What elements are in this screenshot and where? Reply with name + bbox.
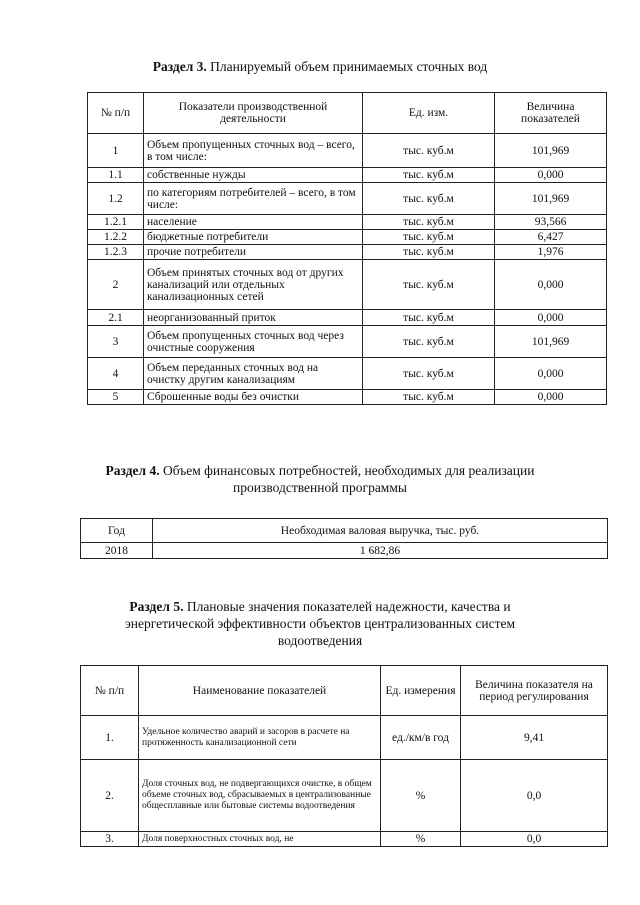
header-revenue: Необходимая валовая выручка, тыс. руб. bbox=[153, 519, 608, 543]
header-year: Год bbox=[81, 519, 153, 543]
row-unit: % bbox=[381, 760, 461, 832]
section5-header-row bbox=[81, 666, 608, 716]
row-unit: тыс. куб.м bbox=[363, 326, 495, 358]
table-row bbox=[81, 760, 608, 832]
section4-label: Раздел 4. bbox=[105, 463, 160, 478]
row-value: 0,000 bbox=[495, 168, 607, 183]
row-name: Сброшенные воды без очистки bbox=[144, 390, 363, 405]
section3-header-row bbox=[88, 93, 607, 134]
row-name: Объем пропущенных сточных вод через очистные сооружения bbox=[144, 326, 363, 358]
row-value: 6,427 bbox=[495, 230, 607, 245]
table-row bbox=[88, 230, 607, 245]
row-num: 2 bbox=[88, 260, 144, 310]
table-row bbox=[88, 215, 607, 230]
row-num: 5 bbox=[88, 390, 144, 405]
section3-heading bbox=[0, 58, 640, 75]
section3-title: Планируемый объем принимаемых сточных вод bbox=[210, 59, 488, 74]
row-value: 9,41 bbox=[461, 716, 608, 760]
row-num: 1.1 bbox=[88, 168, 144, 183]
section3-label: Раздел 3. bbox=[152, 59, 207, 74]
section4-title-line1: Объем финансовых потребностей, необходимых для реализации bbox=[162, 463, 535, 478]
row-name: бюджетные потребители bbox=[144, 230, 363, 245]
row-year: 2018 bbox=[81, 543, 153, 559]
row-num: 1. bbox=[81, 716, 139, 760]
table-row bbox=[88, 183, 607, 215]
table-row bbox=[88, 310, 607, 326]
row-name: Объем принятых сточных вод от других канализаций или отдельных канализационных сетей bbox=[144, 260, 363, 310]
section5-heading bbox=[0, 598, 640, 649]
row-value: 0,000 bbox=[495, 358, 607, 390]
table-row bbox=[81, 543, 608, 559]
row-unit: тыс. куб.м bbox=[363, 134, 495, 168]
header-indicator-name: Наименование показателей bbox=[139, 666, 381, 716]
row-num: 1.2 bbox=[88, 183, 144, 215]
section4-title-line2: производственной программы bbox=[233, 480, 407, 495]
row-value: 0,0 bbox=[461, 832, 608, 847]
row-revenue: 1 682,86 bbox=[153, 543, 608, 559]
header-unit: Ед. измерения bbox=[381, 666, 461, 716]
row-name: Объем пропущенных сточных вод – всего, в том числе: bbox=[144, 134, 363, 168]
row-unit: ед./км/в год bbox=[381, 716, 461, 760]
row-name: Объем переданных сточных вод на очистку другим канализациям bbox=[144, 358, 363, 390]
row-unit: тыс. куб.м bbox=[363, 390, 495, 405]
row-num: 2. bbox=[81, 760, 139, 832]
row-unit: тыс. куб.м bbox=[363, 245, 495, 260]
row-name: прочие потребители bbox=[144, 245, 363, 260]
row-value: 93,566 bbox=[495, 215, 607, 230]
table-row bbox=[88, 245, 607, 260]
row-name: собственные нужды bbox=[144, 168, 363, 183]
row-num: 4 bbox=[88, 358, 144, 390]
row-unit: % bbox=[381, 832, 461, 847]
row-name: население bbox=[144, 215, 363, 230]
row-value: 0,000 bbox=[495, 390, 607, 405]
row-num: 3. bbox=[81, 832, 139, 847]
section5-label: Раздел 5. bbox=[129, 599, 184, 614]
section5-title-line1: Плановые значения показателей надежности, качества и bbox=[186, 599, 511, 614]
row-name: неорганизованный приток bbox=[144, 310, 363, 326]
row-unit: тыс. куб.м bbox=[363, 358, 495, 390]
row-unit: тыс. куб.м bbox=[363, 230, 495, 245]
row-value: 0,000 bbox=[495, 260, 607, 310]
header-period-value: Величина показателя на период регулирования bbox=[461, 666, 608, 716]
row-num: 2.1 bbox=[88, 310, 144, 326]
row-num: 1.2.2 bbox=[88, 230, 144, 245]
section3-table bbox=[87, 92, 607, 405]
row-value: 1,976 bbox=[495, 245, 607, 260]
table-row bbox=[88, 390, 607, 405]
row-name: Доля поверхностных сточных вод, не bbox=[139, 832, 381, 847]
section4-table bbox=[80, 518, 608, 559]
table-row bbox=[88, 358, 607, 390]
header-value: Величина показателей bbox=[495, 93, 607, 134]
section4-header-row bbox=[81, 519, 608, 543]
row-num: 3 bbox=[88, 326, 144, 358]
row-name: по категориям потребителей – всего, в том числе: bbox=[144, 183, 363, 215]
row-num: 1 bbox=[88, 134, 144, 168]
row-value: 0,000 bbox=[495, 310, 607, 326]
table-row bbox=[88, 168, 607, 183]
row-num: 1.2.1 bbox=[88, 215, 144, 230]
row-unit: тыс. куб.м bbox=[363, 183, 495, 215]
row-unit: тыс. куб.м bbox=[363, 168, 495, 183]
row-unit: тыс. куб.м bbox=[363, 310, 495, 326]
section5-title-line2: энергетической эффективности объектов централизованных систем bbox=[124, 616, 516, 631]
header-num: № п/п bbox=[88, 93, 144, 134]
table-row bbox=[88, 260, 607, 310]
header-num: № п/п bbox=[81, 666, 139, 716]
row-value: 101,969 bbox=[495, 183, 607, 215]
table-row bbox=[88, 326, 607, 358]
row-name: Доля сточных вод, не подвергающихся очистке, в общем объеме сточных вод, сбрасываемых в централизованные общесплавные или бытовые системы водоотведения bbox=[139, 760, 381, 832]
header-indicator: Показатели производственной деятельности bbox=[144, 93, 363, 134]
row-num: 1.2.3 bbox=[88, 245, 144, 260]
table-row bbox=[88, 134, 607, 168]
section5-table bbox=[80, 665, 608, 847]
table-row bbox=[81, 716, 608, 760]
row-value: 0,0 bbox=[461, 760, 608, 832]
row-unit: тыс. куб.м bbox=[363, 215, 495, 230]
table-row bbox=[81, 832, 608, 847]
row-name: Удельное количество аварий и засоров в расчете на протяженность канализационной сети bbox=[139, 716, 381, 760]
row-value: 101,969 bbox=[495, 134, 607, 168]
row-unit: тыс. куб.м bbox=[363, 260, 495, 310]
section5-title-line3: водоотведения bbox=[277, 633, 363, 648]
header-unit: Ед. изм. bbox=[363, 93, 495, 134]
row-value: 101,969 bbox=[495, 326, 607, 358]
section4-heading bbox=[0, 462, 640, 496]
